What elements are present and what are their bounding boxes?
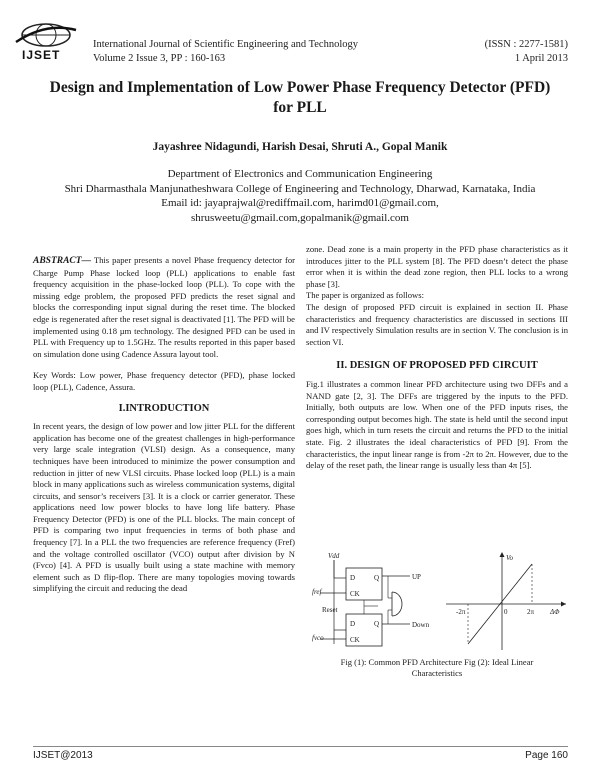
email-line-2: shrusweetu@gmail.com,gopalmanik@gmail.com	[191, 211, 409, 224]
title-line-1: Design and Implementation of Low Power Phase Frequency Detector (PFD)	[49, 79, 551, 96]
fvco-label: fvco	[312, 634, 324, 642]
journal-name: International Journal of Scientific Engineering and Technology	[93, 39, 358, 50]
page-number: Page 160	[525, 750, 568, 761]
section-heading-introduction: I.INTRODUCTION	[118, 402, 210, 414]
fref-label: fref	[312, 588, 322, 596]
organization-text: The design of proposed PFD circuit is explained in section II. Phase characteristics and frequency characteristics are discussed in sections III and IV respectively Simulation results are in section V. The conclusion is in section VI.	[306, 301, 568, 347]
organization-intro: The paper is organized as follows:	[306, 290, 424, 301]
left-column	[33, 255, 295, 595]
intro-continued: zone. Dead zone is a main property in the PFD phase characteristics as it introduces jitter to the PLL system [8]. The PFD doesn’t detect the phase error when it is within the dead zone region, then PLL locks to a wrong phase [3].	[306, 244, 568, 289]
footer-rule	[33, 746, 568, 747]
caption-line-1: Fig (1): Common PFD Architecture Fig (2): Ideal Linear	[340, 657, 534, 667]
delta-phi-label: ΔΦ	[550, 608, 560, 616]
issn: (ISSN : 2277-1581)	[484, 39, 568, 50]
design-text: Fig.1 illustrates a common linear PFD architecture using two DFFs and a NAND gate [2, 3]. The DFFs are triggered by the inputs to the PFD. Initially, both outputs are low. When one of the PFD inputs rises, the corresponding output becomes high. The state is held until the second input goes high, which in turn resets the circuit and returns the PFD to the initial state. Fig. 2 illustrates the ideal characteristics of PFD [9]. From the characteristics, the input linear range is from -2π to 2π. However, due to the delay of the reset path, the linear range is usually less than 4π [5].	[306, 378, 568, 471]
journal-logo	[14, 20, 78, 64]
caption-line-2: Characteristics	[411, 668, 463, 678]
issue-date: 1 April 2013	[514, 53, 568, 64]
paper-title	[40, 78, 560, 118]
down-label: Down	[412, 621, 430, 629]
dff-top-q: Q	[374, 574, 380, 582]
globe-icon	[14, 20, 78, 50]
abstract	[33, 255, 295, 360]
reset-label: Reset	[322, 606, 338, 614]
email-line-1: Email id: jayaprajwal@rediffmail.com, harimd01@gmail.com,	[161, 197, 439, 209]
pfd-diagram	[306, 548, 568, 656]
authors: Jayashree Nidagundi, Harish Desai, Shruti A., Gopal Manik	[152, 141, 448, 153]
dff-top-d: D	[350, 574, 356, 582]
vo-label: Vo	[506, 554, 513, 562]
volume-info: Volume 2 Issue 3, PP : 160-163	[93, 53, 226, 64]
pos-2pi-label: 2π	[527, 608, 535, 616]
figure-pfd	[306, 548, 568, 656]
neg-2pi-label: -2π	[456, 608, 466, 616]
up-label: UP	[412, 573, 421, 581]
dff-bottom-q: Q	[374, 620, 380, 628]
dff-top-ck: CK	[350, 590, 360, 598]
introduction-text: In recent years, the design of low power and low jitter PLL for the different application has become one of the greatest challenges in high-performance very large scale integration (VLSI) design. As a consequence, many techniques have been introduced to minimize the power consumption and reduction in jitter of new VLSI circuits. Phase locked loop (PLL) is a main block in many applications such as wireless communication systems, digital circuits, and sensor’s receivers [3]. It is a clock or carrier generator. These applications need low power blocks to have long life battery. Phase Frequency Detector (PFD) is one of the PLL blocks. The main concept of PFD is comparing two input frequencies in terms of both phase and frequency [7]. In a PLL the two frequencies are reference frequency (Fref) and the voltage controlled oscillator (VCO) output after division by N (Fvco) [4]. A PFD is usually built using a state machine with memory element such as D flip-flop. There are many topologies moving towards simplifying the circuit and reducing the dead	[33, 421, 295, 594]
right-column	[306, 244, 568, 472]
affiliation	[0, 167, 600, 225]
abstract-text: This paper presents a novel Phase frequency detector for Charge Pump Phase locked loop (PLL) applications to enable fast frequency acquisition in the phase-locked loop (PLL). To cope with the missing edge problem, the proposed PFD predicts the reset signal and blocks the corresponding input signal during the reset time. The blocked edge is regenerated after the reset signal is deactivated [1]. The PFD will be implemented using 0.18 µm technology. The designed PFD can be used in PLL with Frequency up to 1.5GHz. The results reported in this paper based on simulation done using Cadence Assura layout tool.	[33, 255, 295, 359]
abstract-label: ABSTRACT—	[33, 256, 92, 266]
section-heading-design: II. DESIGN OF PROPOSED PFD CIRCUIT	[336, 360, 538, 372]
footer-left: IJSET@2013	[33, 750, 93, 761]
zero-label: 0	[504, 608, 508, 616]
figure-caption	[306, 657, 568, 679]
dff-bottom-ck: CK	[350, 636, 360, 644]
title-line-2: for PLL	[273, 99, 327, 116]
dff-bottom-d: D	[350, 620, 356, 628]
logo-text: IJSET	[22, 48, 61, 62]
department: Department of Electronics and Communication Engineering	[167, 168, 433, 180]
vdd-label: Vdd	[328, 552, 340, 560]
nand-gate	[392, 592, 402, 616]
keywords: Key Words: Low power, Phase frequency detector (PFD), phase locked loop (PLL), Cadence, Assura.	[33, 370, 295, 392]
college: Shri Dharmasthala Manjunatheshwara College of Engineering and Technology, Dharwad, Karnataka, India	[64, 182, 536, 195]
